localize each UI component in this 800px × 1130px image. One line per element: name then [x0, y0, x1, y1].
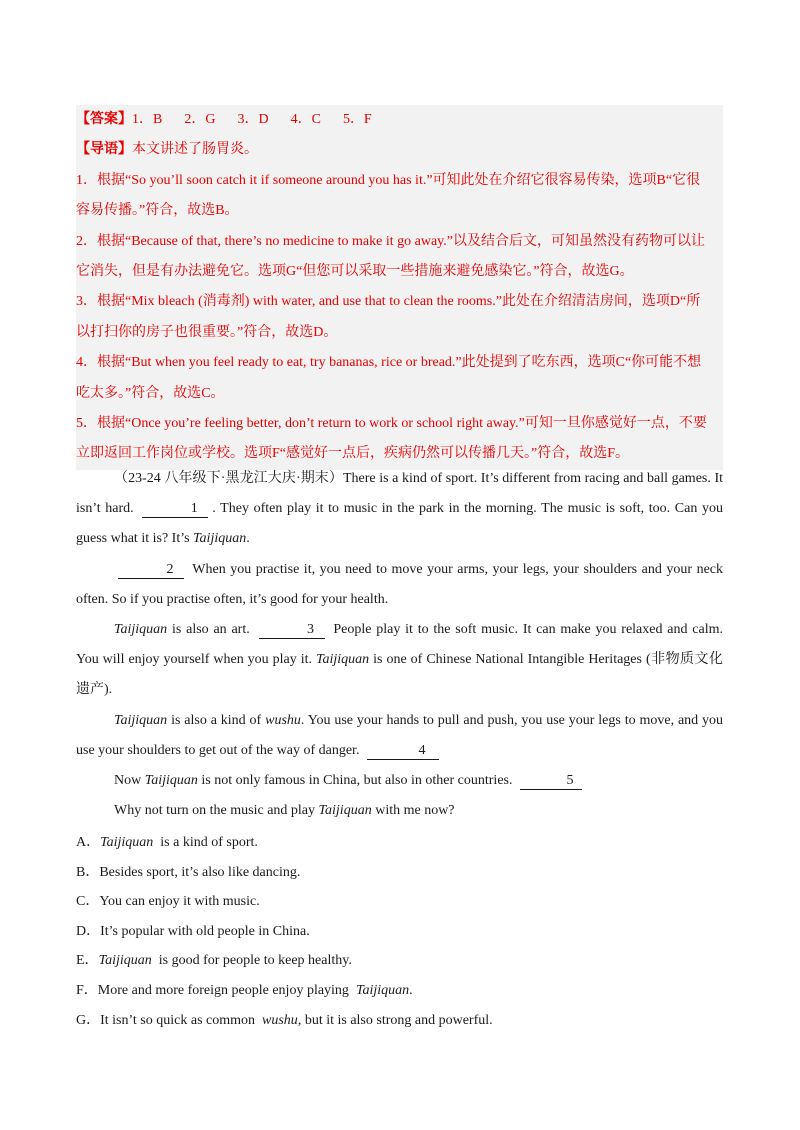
- explanation-5-line-2: 立即返回工作岗位或学校。选项F“感觉好一点后，疾病仍然可以传播几天。”符合，故选F。: [76, 446, 629, 462]
- option-g-end: , but it is also strong and powerful.: [297, 1012, 493, 1028]
- option-d[interactable]: D．It’s popular with old people in China.: [76, 923, 310, 939]
- explanation-1-line-1: 1．根据“So you’ll soon catch it if someone around you has it.”可知此处在介绍它很容易传染，选项B“它很: [76, 172, 701, 188]
- passage-paragraph-1: [76, 464, 723, 555]
- answer-label: 【答案】: [76, 112, 132, 127]
- guide-text: 本文讲述了肠胃炎。: [132, 142, 258, 158]
- option-a[interactable]: [76, 828, 723, 858]
- explanation-4-line-1: 4．根据“But when you feel ready to eat, try bananas, rice or bread.”此处提到了吃东西，选项C“你可能不想: [76, 355, 702, 371]
- option-c[interactable]: C．You can enjoy it with music.: [76, 894, 260, 910]
- passage-text: is also a kind of: [171, 712, 262, 728]
- taijiquan-term: Taijiquan: [193, 531, 247, 547]
- option-g-text: G．It isn’t so quick as common: [76, 1012, 256, 1028]
- explanation-5-line-1: 5．根据“Once you’re feeling better, don’t return to work or school right away.”可知一旦你感觉好一点，不要: [76, 416, 707, 432]
- taijiquan-term: Taijiquan: [100, 835, 154, 850]
- answer-item: 4．C: [290, 112, 321, 127]
- wushu-term: wushu: [262, 1012, 298, 1028]
- taijiquan-term: Taijiquan: [98, 953, 152, 969]
- taijiquan-term: Taijiquan: [144, 773, 198, 789]
- taijiquan-term: Taijiquan: [114, 622, 168, 638]
- guide-line: [76, 135, 723, 165]
- option-a-text: is a kind of sport.: [160, 835, 258, 850]
- taijiquan-term: Taijiquan: [114, 712, 168, 728]
- explanation-4-line-2: 吃太多。”符合，故选C。: [76, 385, 225, 401]
- explanation-2-line-2: 它消失，但是有办法避免它。选项G“但您可以采取一些措施来避免感染它。”符合，故选G。: [76, 264, 634, 280]
- option-b[interactable]: B．Besides sport, it’s also like dancing.: [76, 864, 301, 880]
- taijiquan-term: Taijiquan: [318, 803, 372, 819]
- explanation-2-line-1: 2．根据“Because of that, there’s no medicine to make it go away.”以及结合后文，可知虽然没有药物可以让: [76, 233, 705, 249]
- option-e-letter: E．: [76, 953, 99, 969]
- option-f-text: F．More and more foreign people enjoy playing: [76, 982, 349, 998]
- passage-text: is not only famous in China, but also in other countries.: [201, 773, 513, 789]
- blank-3[interactable]: 3: [259, 622, 325, 639]
- option-f[interactable]: [76, 976, 723, 1006]
- passage-paragraph-3: [76, 615, 723, 706]
- taijiquan-term: Taijiquan: [316, 652, 370, 668]
- explanation-3-line-1: 3．根据“Mix bleach (消毒剂) with water, and use that to clean the rooms.”此处在介绍清洁房间，选项D“所: [76, 294, 701, 310]
- passage-paragraph-6: [76, 796, 723, 826]
- passage-paragraph-5: [76, 766, 723, 796]
- passage-text: is one of Chinese National Intangible Heritages (非物质文化遗产).: [76, 652, 723, 698]
- reading-passage: [76, 464, 723, 826]
- blank-2[interactable]: 2: [118, 562, 184, 579]
- guide-label: 【导语】: [76, 142, 132, 158]
- passage-text: Why not turn on the music and play: [114, 803, 316, 819]
- passage-text: .: [246, 531, 250, 547]
- passage-text: Now: [114, 773, 142, 789]
- option-e-text: is good for people to keep healthy.: [158, 953, 352, 969]
- passage-text: . You use your hands to pull and push, you use your legs to move, and you use your shoulders to get out of the way of danger.: [76, 712, 724, 758]
- options-list: [76, 828, 723, 1035]
- option-a-letter: A．: [76, 835, 101, 850]
- option-f-end: .: [409, 982, 413, 998]
- passage-paragraph-2: [76, 555, 723, 615]
- answer-line: [76, 105, 723, 135]
- passage-paragraph-4: [76, 706, 723, 766]
- passage-text: People play it to the soft music. It can make you relaxed and calm. You will enjoy yourself when you play it.: [76, 622, 723, 668]
- answer-item: 2．G: [184, 112, 216, 127]
- wushu-term: wushu: [265, 712, 301, 728]
- blank-4[interactable]: 4: [367, 743, 439, 760]
- passage-text: . They often play it to music in the park in the morning. The music is soft, too. Can you guess what it is? It’s: [76, 501, 723, 547]
- answer-section: [76, 105, 723, 470]
- option-g[interactable]: [76, 1006, 723, 1036]
- blank-1[interactable]: 1: [142, 501, 208, 518]
- taijiquan-term: Taijiquan: [355, 982, 410, 998]
- option-e[interactable]: [76, 946, 723, 976]
- passage-text: with me now?: [375, 803, 455, 819]
- passage-text: When you practise it, you need to move your arms, your legs, your shoulders and your neck often. So if you practise often, it’s good for your health.: [76, 561, 723, 607]
- answer-item: 5．F: [342, 112, 372, 127]
- passage-text: （23-24 八年级下·黑龙江大庆·期末）There is a kind of sport. It’s different from racing and ball games. It isn’t hard.: [76, 471, 723, 517]
- answer-item: 3．D: [237, 112, 269, 127]
- explanation-1-line-2: 容易传播。”符合，故选B。: [76, 203, 239, 219]
- passage-text: is also an art.: [171, 622, 250, 638]
- answer-item: 1．B: [132, 112, 163, 127]
- blank-5[interactable]: 5: [520, 773, 582, 790]
- explanation-3-line-2: 以打扫你的房子也很重要。”符合，故选D。: [76, 324, 338, 340]
